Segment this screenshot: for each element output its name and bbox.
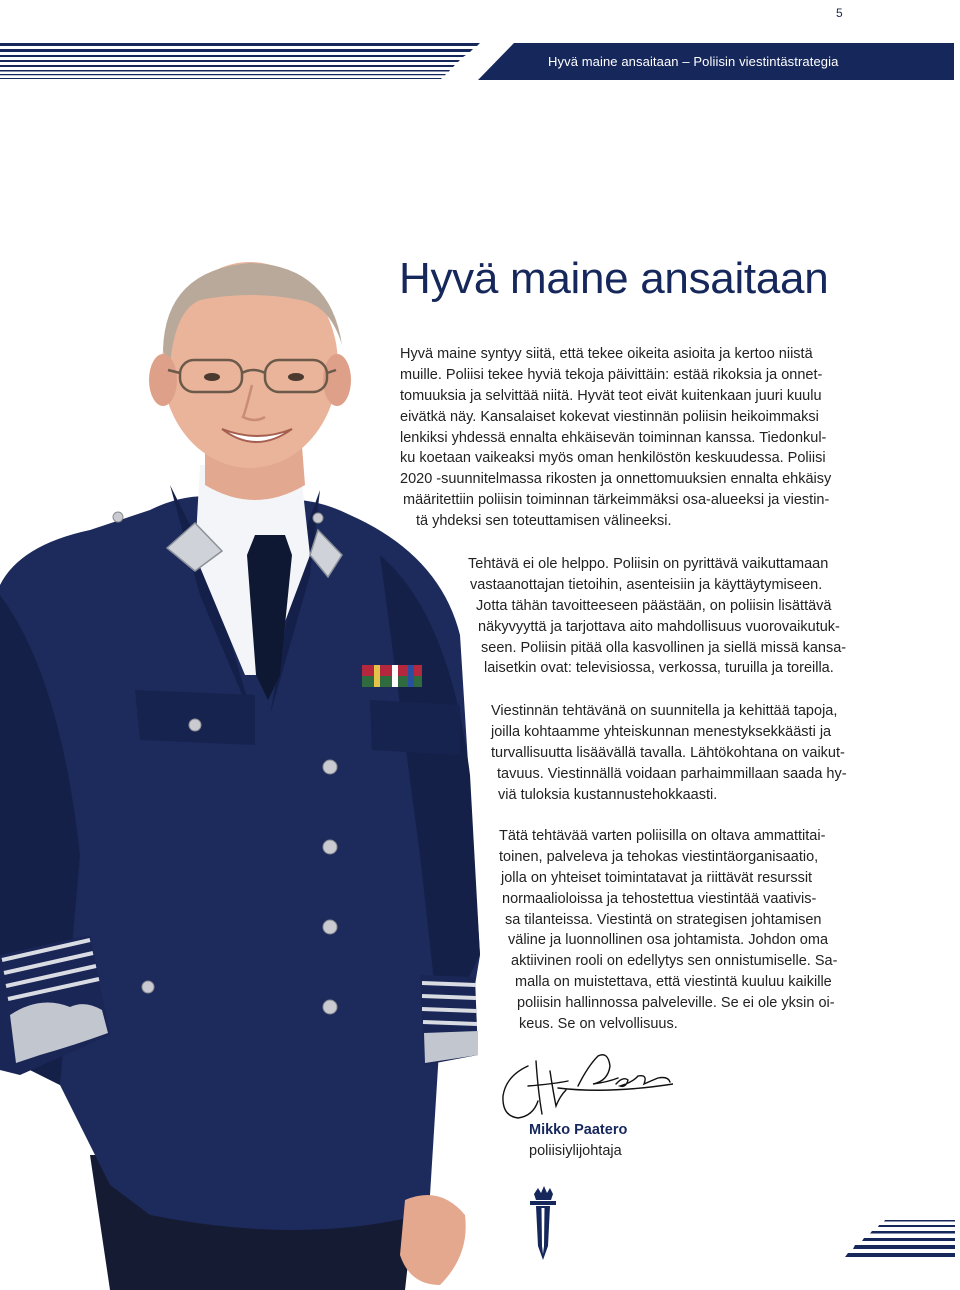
- text-line: 2020 -suunnitelmassa rikosten ja onnettomuuksien ennalta ehkäisy: [400, 471, 832, 488]
- text-line: poliisin hallinnossa palveleville. Se ei ole yksin oi-: [517, 995, 835, 1012]
- text-line: tavuus. Viestinnällä voidaan parhaimmillaan saada hy-: [497, 765, 847, 782]
- signer-title: poliisiylijohtaja: [529, 1143, 622, 1159]
- paragraph-organisation: [499, 826, 837, 1035]
- paragraph-task: [468, 554, 846, 679]
- header-stripes-left: [0, 43, 480, 80]
- text-line: Viestinnän tehtävänä on suunnitella ja kehittää tapoja,: [491, 703, 838, 719]
- text-line: malla on muistettava, että viestintä kuuluu kaikille: [515, 974, 832, 991]
- text-line: tä yhdeksi sen toteuttamisen välineeksi.: [416, 513, 672, 530]
- text-line: tomuuksia ja selvittää niitä. Hyvät teot eivät kuitenkaan juuri kuulu: [400, 387, 822, 404]
- text-line: joilla kohtaamme yhteiskunnan menestyksekkäästi ja: [491, 723, 832, 740]
- text-line: muille. Poliisi tekee hyviä tekoja päivittäin: estää rikoksia ja onnet-: [400, 366, 823, 383]
- text-line: Tehtävä ei ole helppo. Poliisin on pyrittävä vaikuttamaan: [468, 556, 829, 572]
- handwritten-signature: [498, 1046, 673, 1126]
- paragraph-intro: [400, 344, 831, 532]
- text-line: eivätkä näy. Kansalaiset kokevat viestinnän poliisin heikoimmaksi: [400, 408, 819, 425]
- text-line: turvallisuutta lisäävällä tavalla. Lähtökohtana on vaikut-: [491, 744, 845, 761]
- article-title: Hyvä maine ansaitaan: [399, 254, 829, 303]
- police-sword-emblem-icon: [524, 1184, 562, 1262]
- text-line: viä tuloksia kustannustehokkaasti.: [498, 786, 718, 803]
- page-number: 5: [836, 6, 843, 20]
- text-line: määritettiin poliisin toiminnan tärkeimmäksi osa-alueeksi ja viestin-: [403, 492, 830, 509]
- text-line: vastaanottajan tietoihin, asenteisiin ja käyttäytymiseen.: [470, 576, 823, 593]
- text-line: laisetkin ovat: televisiossa, verkossa, turuilla ja toreilla.: [484, 660, 834, 677]
- signer-name: Mikko Paatero: [529, 1122, 628, 1138]
- text-line: näkyvyyttä ja tarjottava aito mahdollisuus vuorovaikutuk-: [478, 618, 840, 635]
- text-line: normaalioloissa ja tehostettua viestintää vaativis-: [502, 890, 817, 907]
- text-line: Tätä tehtävää varten poliisilla on oltava ammattitai-: [499, 828, 826, 844]
- text-line: aktiivinen rooli on edellytys sen onnistumiselle. Sa-: [511, 953, 838, 970]
- text-line: Jotta tähän tavoitteeseen päästään, on poliisin lisättävä: [476, 597, 832, 614]
- text-line: Hyvä maine syntyy siitä, että tekee oikeita asioita ja kertoo niistä: [400, 346, 813, 362]
- text-line: seen. Poliisin pitää olla kasvollinen ja siellä missä kansa-: [481, 639, 847, 656]
- text-line: lenkiksi yhdessä ennalta ehkäisevän toiminnan kanssa. Tiedonkul-: [400, 429, 827, 446]
- text-line: jolla on yhteiset toimintatavat ja riittävät resurssit: [501, 869, 813, 886]
- running-header: Hyvä maine ansaitaan – Poliisin viestintästrategia: [548, 54, 839, 69]
- text-line: sa tilanteissa. Viestintä on strategisen johtamisen: [505, 911, 822, 928]
- text-line: ku koetaan vaikeaksi myös oman henkilöstön keskuudessa. Poliisi: [400, 450, 826, 467]
- text-line: keus. Se on velvollisuus.: [519, 1016, 678, 1033]
- text-line: väline ja luonnollinen osa johtamista. Johdon oma: [508, 932, 829, 949]
- text-line: toinen, palveleva ja tehokas viestintäorganisaatio,: [499, 848, 819, 865]
- paragraph-communication-goal: [491, 701, 847, 805]
- footer-stripes-right: [845, 1220, 955, 1260]
